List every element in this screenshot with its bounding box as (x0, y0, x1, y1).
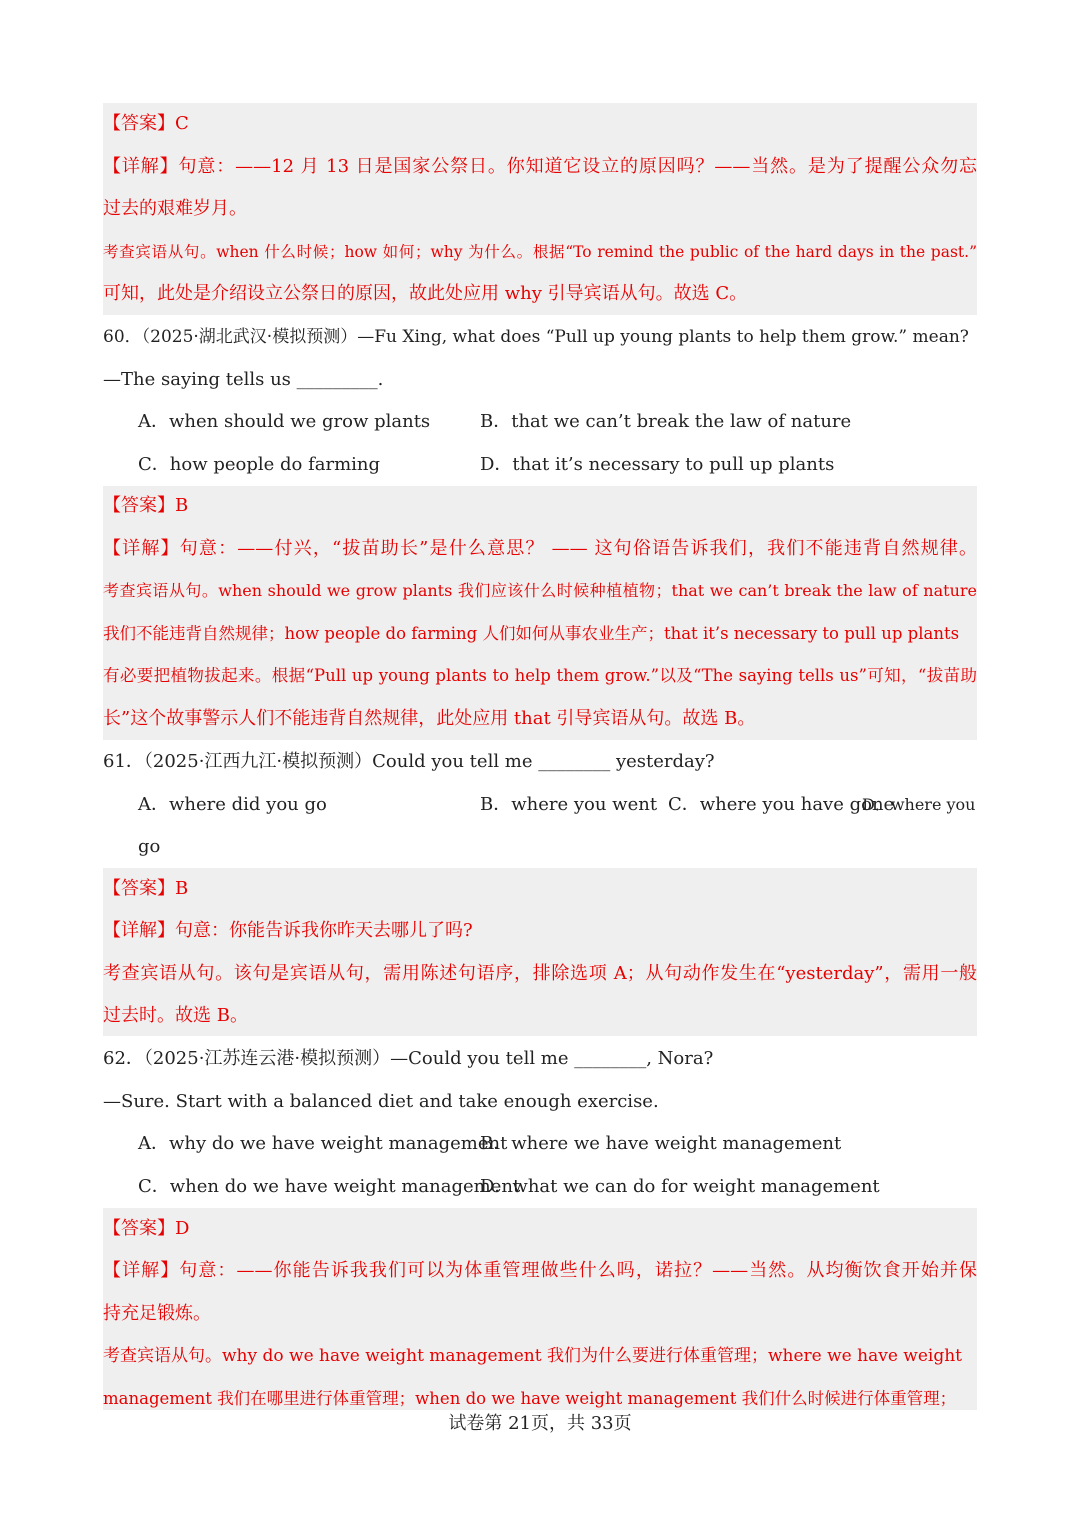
detail-meaning-cont: 持充足锻炼。 (103, 1303, 211, 1324)
option-d: D．what we can do for weight management (480, 1176, 880, 1197)
detail-analysis-cont: 有必要把植物拔起来。根据“Pull up young plants to help them grow.”以及“The saying tells us”可知，“拔苗助 (103, 666, 977, 685)
detail-analysis-cont: 过去时。故选 B。 (103, 1005, 248, 1026)
answer-block-62 (103, 1208, 977, 1410)
detail-meaning: 【详解】句意：你能告诉我你昨天去哪儿了吗? (103, 920, 473, 941)
option-c: C．where you have gone (668, 794, 895, 815)
page-footer: 试卷第 21页，共 33页 (448, 1413, 632, 1434)
question-62-stem-reply: —Sure. Start with a balanced diet and take enough exercise. (103, 1091, 659, 1112)
detail-analysis-cont: management 我们在哪里进行体重管理；when do we have weight management 我们什么时候进行体重管理； (103, 1389, 957, 1408)
detail-meaning-cont: 过去的艰难岁月。 (103, 198, 247, 219)
option-a: A．where did you go (138, 794, 327, 815)
answer-label: 【答案】C (103, 113, 189, 134)
question-62-stem: 62．（2025·江苏连云港·模拟预测）—Could you tell me ________, Nora? (103, 1048, 714, 1069)
option-b: B．where you went (480, 794, 658, 815)
question-61-stem: 61．（2025·江西九江·模拟预测）Could you tell me ________ yesterday? (103, 751, 715, 772)
detail-meaning: 【详解】句意：——12 月 13 日是国家公祭日。你知道它设立的原因吗？——当然。是为了提醒公众勿忘 (103, 156, 977, 177)
answer-label: 【答案】D (103, 1218, 190, 1239)
answer-label: 【答案】B (103, 495, 189, 516)
option-b: B．that we can’t break the law of nature (480, 411, 852, 432)
detail-meaning: 【详解】句意：——付兴，“拔苗助长”是什么意思？ —— 这句俗语告诉我们，我们不能违背自然规律。 (103, 538, 977, 559)
detail-analysis: 考查宾语从句。when 什么时候；how 如何；why 为什么。根据“To remind the public of the hard days in the past.” (103, 243, 977, 261)
question-60-stem: 60．（2025·湖北武汉·模拟预测）—Fu Xing, what does “Pull up young plants to help them grow.” mean? (103, 327, 969, 347)
option-a: A．why do we have weight management (138, 1133, 508, 1154)
option-d: D．that it’s necessary to pull up plants (480, 454, 835, 475)
question-60-stem-reply: —The saying tells us _________. (103, 369, 384, 390)
option-b: B．where we have weight management (480, 1133, 842, 1154)
option-c: C．how people do farming (138, 454, 381, 475)
option-c: C．when do we have weight management (138, 1176, 521, 1197)
detail-meaning: 【详解】句意：——你能告诉我我们可以为体重管理做些什么吗，诺拉？——当然。从均衡饮食开始并保 (103, 1260, 977, 1281)
detail-analysis: 考查宾语从句。该句是宾语从句，需用陈述句语序，排除选项 A；从句动作发生在“yesterday”，需用一般 (103, 963, 977, 984)
answer-block-61 (103, 868, 977, 1036)
option-d: D．where you (862, 795, 976, 814)
detail-analysis-cont: 长”这个故事警示人们不能违背自然规律，此处应用 that 引导宾语从句。故选 B。 (103, 708, 756, 729)
detail-analysis: 考查宾语从句。when should we grow plants 我们应该什么时候种植植物；that we can’t break the law of nature (103, 581, 977, 600)
detail-analysis-cont: 可知，此处是介绍设立公祭日的原因，故此处应用 why 引导宾语从句。故选 C。 (103, 283, 748, 304)
answer-block-60 (103, 486, 977, 740)
detail-analysis-cont: 我们不能违背自然规律；how people do farming 人们如何从事农业生产；that it’s necessary to pull up plants (103, 624, 960, 643)
option-a: A．when should we grow plants (138, 411, 431, 432)
answer-label: 【答案】B (103, 878, 189, 899)
detail-analysis: 考查宾语从句。why do we have weight management 我们为什么要进行体重管理；where we have weight (103, 1346, 962, 1366)
option-d-cont: go (138, 836, 161, 857)
answer-block-59 (103, 103, 977, 315)
